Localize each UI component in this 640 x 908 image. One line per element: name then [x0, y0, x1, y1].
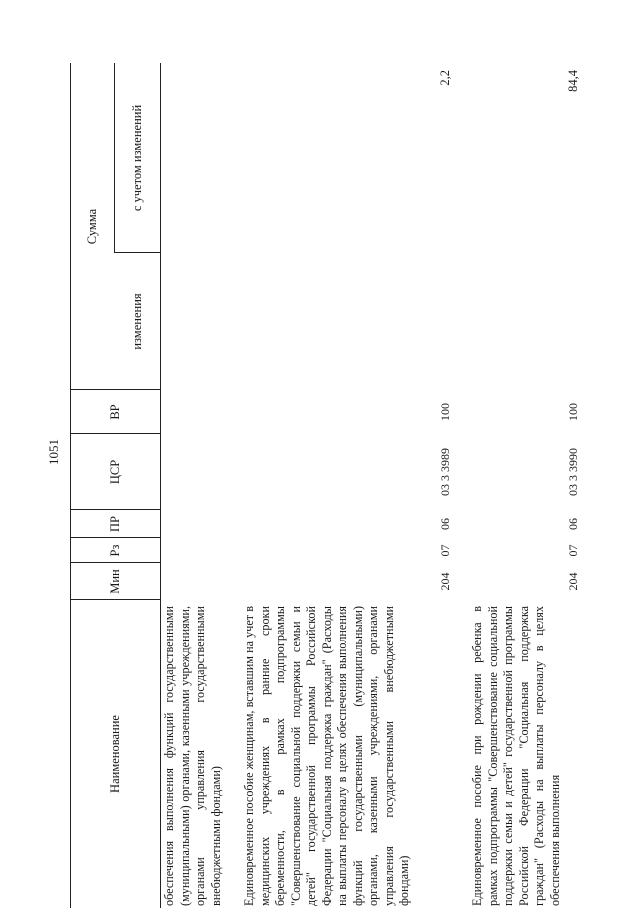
budget-table [70, 63, 580, 908]
header-with-changes: с учетом изменений [130, 104, 144, 212]
row-rz: 07 [438, 544, 452, 557]
row-name: Единовременное пособие женщинам, вставшим на учет в медицинских учреждениях в ранние сроки беременности, в рамках подпрограммы "Совершенствование социальной поддержки семьи и детей" государственной программы Российской Федерации "Социальная поддержка граждан" (Расходы на выплаты персоналу в целях обеспечения выполнения функций государственными (муниципальными) органами, казенными учреждениями, органами управления государственными внебюджетными фондами) [242, 606, 411, 906]
header-changes: изменения [130, 293, 144, 350]
row-vr: 100 [438, 403, 452, 421]
page-number: 1051 [46, 439, 61, 465]
row-min: 204 [566, 572, 580, 591]
row-pr: 06 [566, 518, 580, 530]
row-min: 204 [438, 572, 452, 591]
row-name: обеспечения выполнения функций государственными (муниципальными) органами, казенными учреждениями, органами управления государственными внебюджетными фондами) [162, 606, 223, 906]
row-csr: 03 3 3990 [566, 448, 580, 496]
row-with-changes: 84,4 [566, 70, 580, 92]
row-pr: 06 [438, 518, 452, 530]
header-rz: Рз [108, 544, 122, 557]
header-name: Наименование [108, 715, 122, 793]
header-pr: ПР [108, 516, 122, 532]
row-csr: 03 3 3989 [438, 448, 452, 496]
row-rz: 07 [566, 544, 580, 557]
row-vr: 100 [566, 403, 580, 421]
header-csr: ЦСР [108, 459, 122, 485]
row-name: Единовременное пособие при рождении ребенка в рамках подпрограммы "Совершенствование социальной поддержки семьи и детей" государственной программы Российской Федерации "Социальная поддержка граждан" (Расходы на выплаты персоналу в целях обеспечения выполнения [470, 606, 562, 906]
header-vr: ВР [108, 404, 122, 420]
header-sum: Сумма [85, 208, 99, 245]
row-with-changes: 2,2 [438, 70, 452, 86]
header-bottom-border [160, 63, 161, 908]
header-min: Мин [108, 569, 122, 594]
